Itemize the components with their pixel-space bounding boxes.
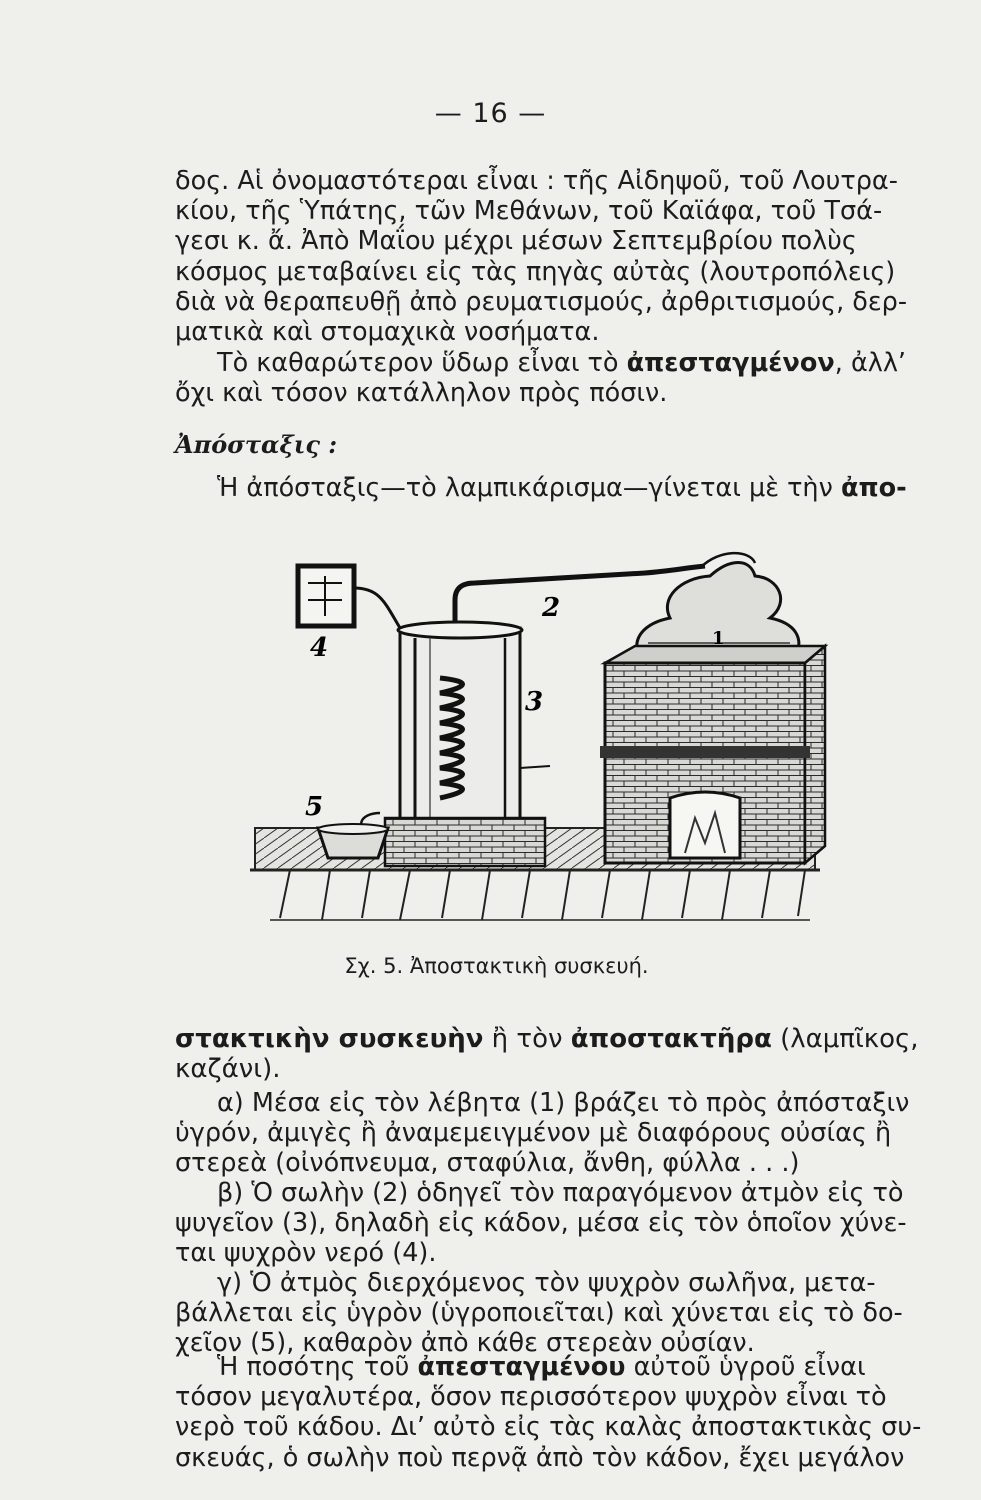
text-line: στακτικὴν συσκευὴν ἢ τὸν ἀποστακτῆρα (λαμπῖκος, <box>175 1024 919 1054</box>
label-receiver: 5 <box>305 792 324 822</box>
water-tap <box>298 566 400 628</box>
text-line: κόσμος μεταβαίνει εἰς τὰς πηγὰς αὐτὰς (λουτροπόλεις) <box>175 256 896 287</box>
cooling-vessel <box>385 622 550 866</box>
bold-term: ἀπεσταγμένον <box>626 348 835 378</box>
paragraph-quantity <box>175 1352 950 1473</box>
text-line: καζάνι). <box>175 1054 281 1085</box>
receiver-bowl <box>318 813 388 858</box>
distillation-apparatus-figure <box>250 528 830 943</box>
text-line: βάλλεται εἰς ὑγρὸν (ὑγροποιεῖται) καὶ χύνεται εἰς τὸ δο- <box>175 1298 903 1329</box>
text-line: ὄχι καὶ τόσον κατάλληλον πρὸς πόσιν. <box>175 378 668 409</box>
paragraph-apparatus <box>175 1024 950 1084</box>
paragraph-intro <box>175 473 950 503</box>
text-line: κίου, τῆς Ὑπάτης, τῶν Μεθάνων, τοῦ Καϊάφα, τοῦ Τσά- <box>175 196 883 227</box>
text-line: δος. Αἱ ὀνομαστότεραι εἶναι : τῆς Αἰδηψοῦ, τοῦ Λουτρα- <box>175 166 898 196</box>
bold-term: ἀπεσταγμένου <box>417 1352 626 1382</box>
text-line: στερεὰ (οἰνόπνευμα, σταφύλια, ἄνθη, φύλλα . . .) <box>175 1148 800 1179</box>
item-c <box>175 1268 950 1359</box>
item-b <box>175 1178 950 1269</box>
text-line: ται ψυχρὸν νερό (4). <box>175 1238 437 1269</box>
furnace <box>600 646 825 863</box>
section-heading: Ἀπόσταξις : <box>175 430 338 459</box>
text-line: β) Ὁ σωλὴν (2) ὁδηγεῖ τὸν παραγόμενον ἀτμὸν εἰς τὸ <box>217 1178 904 1208</box>
label-water-tap: 4 <box>310 633 329 663</box>
bold-term: ἀποστακτῆρα <box>570 1024 772 1054</box>
text-line: ὑγρόν, ἀμιγὲς ἢ ἀναμεμειγμένον μὲ διαφόρους οὐσίας ἢ <box>175 1118 892 1149</box>
bold-term: ἀπο- <box>840 473 907 503</box>
text-line: γεσι κ. ἄ. Ἀπὸ Μαΐου μέχρι μέσων Σεπτεμβρίου πολὺς <box>175 226 857 257</box>
paragraph-thermal-springs <box>175 166 950 347</box>
paragraph-distilled-water <box>175 348 950 408</box>
text-line: τόσον μεγαλυτέρα, ὅσον περισσότερον ψυχρὸν εἶναι τὸ <box>175 1382 887 1413</box>
figure-caption: Σχ. 5. Ἀποστακτικὴ συσκευή. <box>344 954 649 978</box>
text-line: γ) Ὁ ἀτμὸς διερχόμενος τὸν ψυχρὸν σωλῆνα, μετα- <box>217 1268 876 1298</box>
bold-term: στακτικὴν συσκευὴν <box>175 1024 484 1054</box>
label-pipe: 2 <box>542 593 561 623</box>
item-a <box>175 1088 950 1179</box>
page-number: — 16 — <box>434 98 547 129</box>
text-line: διὰ νὰ θεραπευθῇ ἀπὸ ρευματισμούς, ἀρθριτισμούς, δερ- <box>175 286 908 317</box>
text-line: νερὸ τοῦ κάδου. Δι’ αὐτὸ εἰς τὰς καλὰς ἀποστακτικὰς συ- <box>175 1412 922 1443</box>
text-line: Ἡ ἀπόσταξις—τὸ λαμπικάρισμα—γίνεται μὲ τὴν ἀπο- <box>217 473 907 503</box>
text-line: ψυγεῖον (3), δηλαδὴ εἰς κάδον, μέσα εἰς τὸν ὁποῖον χύνε- <box>175 1208 907 1239</box>
label-cooling-vessel: 3 <box>525 687 544 717</box>
text-line: ματικὰ καὶ στομαχικὰ νοσήματα. <box>175 317 600 348</box>
text-line: χεῖον (5), καθαρὸν ἀπὸ κάθε στερεὰν οὐσίαν. <box>175 1328 755 1359</box>
text-line: σκευάς, ὁ σωλὴν ποὺ περνᾷ ἀπὸ τὸν κάδον, ἔχει μεγάλον <box>175 1442 905 1473</box>
label-boiler: 1 <box>712 628 725 649</box>
text-line: Ἡ ποσότης τοῦ ἀπεσταγμένου αὐτοῦ ὑγροῦ εἶναι <box>217 1352 866 1382</box>
text-line: α) Μέσα εἰς τὸν λέβητα (1) βράζει τὸ πρὸς ἀπόσταξιν <box>217 1088 910 1118</box>
text-line: Τὸ καθαρώτερον ὕδωρ εἶναι τὸ ἀπεσταγμένον, ἀλλ’ <box>217 348 907 378</box>
